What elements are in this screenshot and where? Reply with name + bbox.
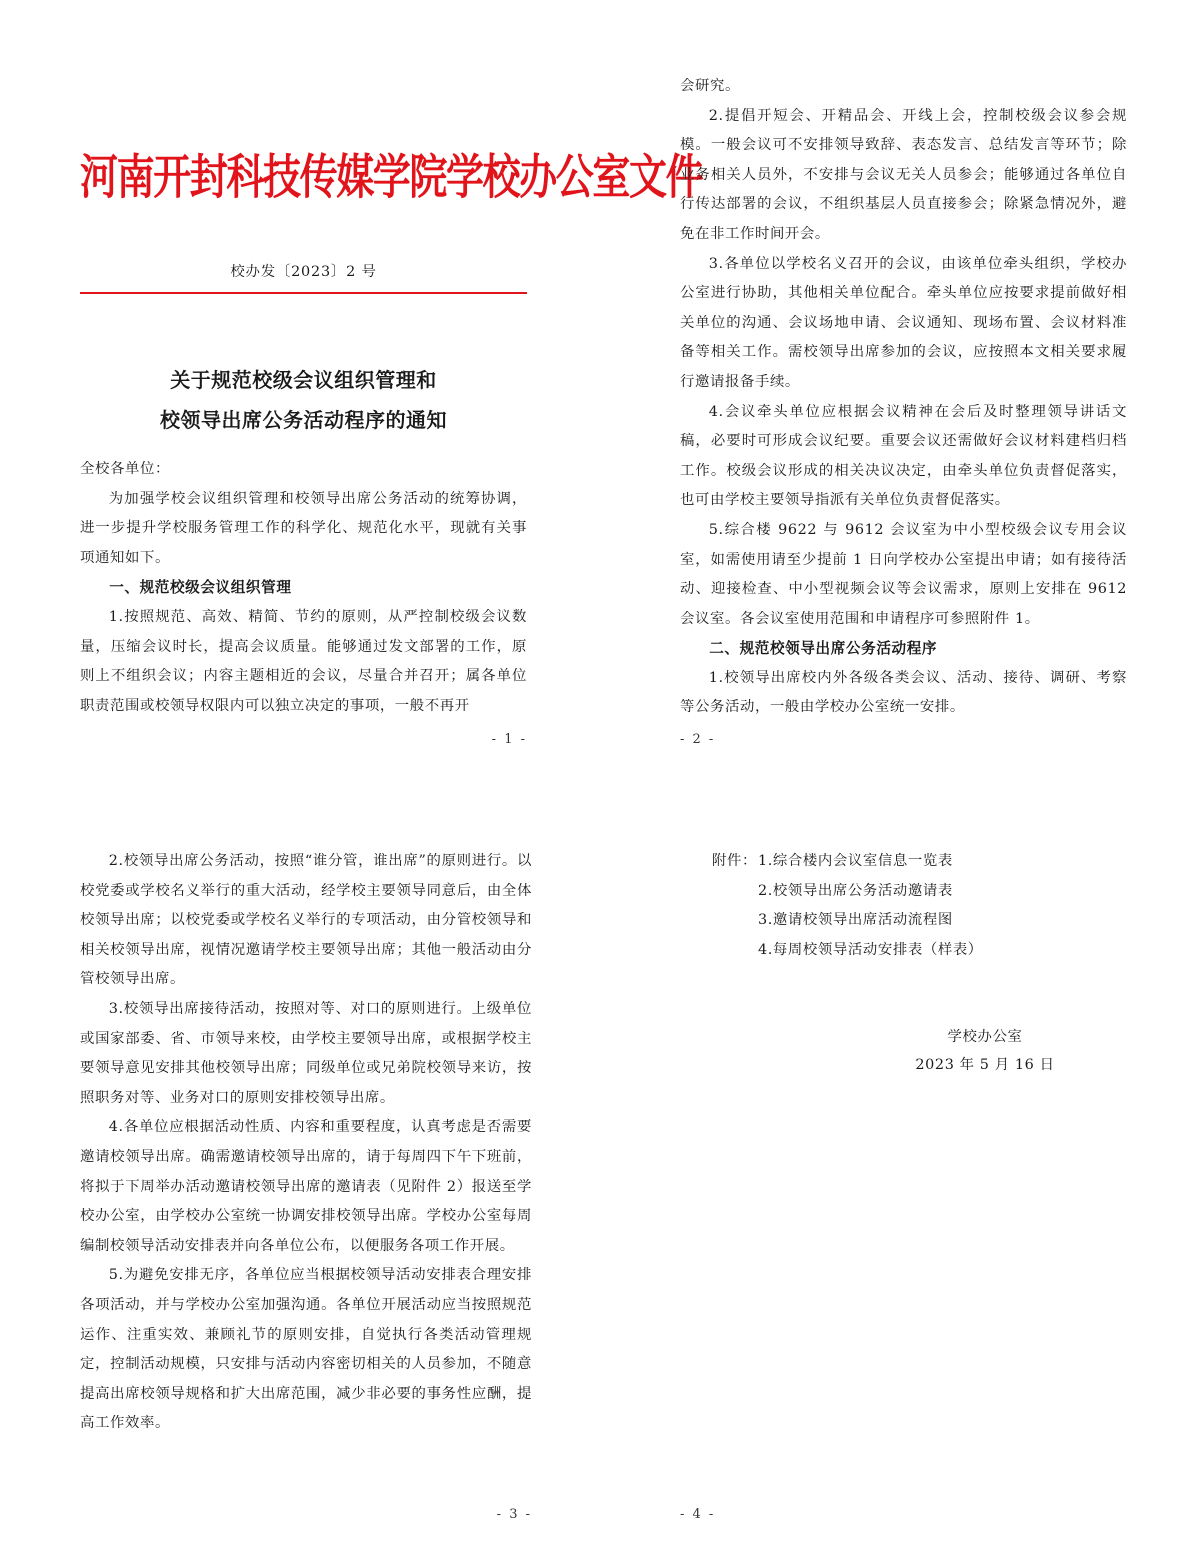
document-page-3 — [80, 835, 532, 1535]
notice-title — [80, 360, 527, 440]
section-2-item-2: 2.校领导出席公务活动，按照“谁分管，谁出席”的原则进行。以校党委或学校名义举行的重大活动，经学校主要领导同意后，由全体校领导出席；以校党委或学校名义举行的专项活动，由分管校领导和相关校领导出席，视情况邀请学校主要领导出席；其他一般活动由分管校领导出席。 — [80, 853, 532, 988]
section-1-item-5: 5.综合楼 9622 与 9612 会议室为中小型校级会议专用会议室，如需使用请至少提前 1 日向学校办公室提出申请；如有接待活动、迎接检查、中小型视频会议等会议需求，原则上安排在 9612 会议室。各会议室使用范围和申请程序可参照附件 1。 — [680, 521, 1127, 627]
issue-date: 2023 年 5 月 16 日 — [915, 1057, 1055, 1073]
document-page-4 — [680, 835, 1127, 1535]
salutation: 全校各单位： — [80, 461, 170, 477]
page-3-body — [80, 847, 532, 1439]
section-1-item-3: 3.各单位以学校名义召开的会议，由该单位牵头组织，学校办公室进行协助，其他相关单位配合。牵头单位应按要求提前做好相关单位的沟通、会议场地申请、会议通知、现场布置、会议材料准备等相关工作。需校领导出席参加的会议，应按照本文相关要求履行邀请报备手续。 — [680, 255, 1127, 390]
section-2-item-1: 1.校领导出席校内外各级各类会议、活动、接待、调研、考察等公务活动，一般由学校办公室统一安排。 — [680, 669, 1127, 716]
signature-block — [880, 1023, 1090, 1079]
page-number: - 1 - — [491, 732, 527, 747]
page-2-body — [680, 72, 1127, 723]
section-1-item-1-continued: 会研究。 — [680, 78, 740, 94]
page-number: - 3 - — [496, 1507, 532, 1522]
attachment-item: 4.每周校领导活动安排表（样表） — [758, 941, 983, 958]
section-2-item-3: 3.校领导出席接待活动，按照对等、对口的原则进行。上级单位或国家部委、省、市领导来校，由学校主要领导出席，或根据学校主要领导意见安排其他校领导出席；同级单位或兄弟院校领导来访，按照职务对等、业务对口的原则安排校领导出席。 — [80, 1000, 532, 1106]
notice-title-line-1: 关于规范校级会议组织管理和 — [170, 368, 437, 392]
attachment-row — [712, 936, 1127, 966]
attachment-row — [712, 847, 1127, 877]
section-1-item-2: 2.提倡开短会、开精品会、开线上会，控制校级会议参会规模。一般会议可不安排领导致辞、表态发言、总结发言等环节；除业务相关人员外，不安排与会议无关人员参会；能够通过各单位自行传达部署的会议，不组织基层人员直接参会；除紧急情况外，避免在非工作时间开会。 — [680, 107, 1127, 242]
document-page-1 — [80, 60, 703, 760]
attachment-row — [712, 877, 1127, 907]
attachment-item: 1.综合楼内会议室信息一览表 — [758, 853, 953, 869]
page-number: - 2 - — [680, 732, 716, 747]
page-number: - 4 - — [680, 1507, 716, 1522]
section-2-item-4: 4.各单位应根据活动性质、内容和重要程度，认真考虑是否需要邀请校领导出席。确需邀请校领导出席的，请于每周四下午下班前，将拟于下周举办活动邀请校领导出席的邀请表（见附件 2）报送至学校办公室，由学校办公室统一协调安排校领导出席。学校办公室每周编制校领导活动安排表并向各单位公布，以便服务各项工作开展。 — [80, 1119, 532, 1254]
attachment-item: 2.校领导出席公务活动邀请表 — [758, 882, 953, 899]
section-1-heading: 一、规范校级会议组织管理 — [109, 579, 292, 597]
section-1-item-4: 4.会议牵头单位应根据会议精神在会后及时整理领导讲话文稿，必要时可形成会议纪要。重要会议还需做好会议材料建档归档工作。校级会议形成的相关决议决定，由牵头单位负责督促落实，也可由学校主要领导指派有关单位负责督促落实。 — [680, 403, 1127, 509]
section-2-heading: 二、规范校领导出席公务活动程序 — [709, 640, 938, 658]
issuer-name: 学校办公室 — [947, 1029, 1023, 1045]
notice-title-line-2: 校领导出席公务活动程序的通知 — [160, 408, 447, 432]
org-header-title: 河南开封科技传媒学院学校办公室文件 — [80, 148, 703, 205]
intro-paragraph: 为加强学校会议组织管理和校领导出席公务活动的统筹协调，进一步提升学校服务管理工作的科学化、规范化水平，现就有关事项通知如下。 — [80, 490, 527, 566]
attachment-row — [712, 906, 1127, 936]
document-page-2 — [680, 60, 1127, 760]
page-1-body — [80, 455, 527, 721]
section-2-item-5: 5.为避免安排无序，各单位应当根据校领导活动安排表合理安排各项活动，并与学校办公室加强沟通。各单位开展活动应当按照规范运作、注重实效、兼顾礼节的原则安排，自觉执行各类活动管理规定，控制活动规模，只安排与活动内容密切相关的人员参加，不随意提高出席校领导规格和扩大出席范围，减少非必要的事务性应酬，提高工作效率。 — [80, 1267, 532, 1432]
attachment-item: 3.邀请校领导出席活动流程图 — [758, 912, 953, 929]
section-1-item-1: 1.按照规范、高效、精简、节约的原则，从严控制校级会议数量，压缩会议时长，提高会议质量。能够通过发文部署的工作，原则上不组织会议；内容主题相近的会议，尽量合并召开；属各单位职责范围或校领导权限内可以独立决定的事项，一般不再开 — [80, 608, 527, 714]
attachments-label: 附件： — [712, 853, 757, 869]
red-divider — [80, 292, 527, 294]
document-number: 校办发〔2023〕2 号 — [230, 264, 377, 280]
attachments-list — [712, 847, 1127, 965]
